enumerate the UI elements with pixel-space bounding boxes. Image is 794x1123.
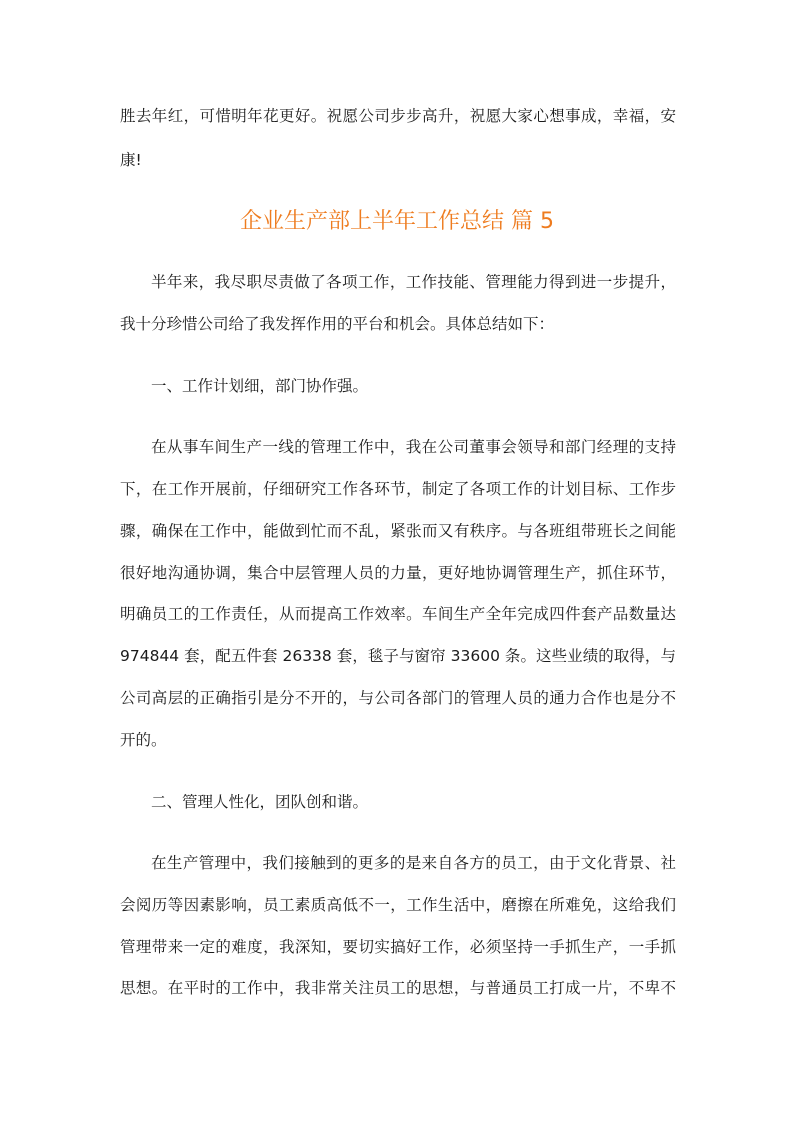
heading-1: 一、工作计划细，部门协作强。 [151, 377, 369, 395]
para2-line-4: 很好地沟通协调，集合中层管理人员的力量，更好地协调管理生产，抓住环节， [120, 564, 676, 582]
para3-line-1: 在生产管理中，我们接触到的更多的是来自各方的员工，由于文化背景、社 [151, 854, 676, 872]
para2-line-6: 974844 套，配五件套 26338 套，毯子与窗帘 33600 条。这些业绩的取得，与 [120, 647, 676, 665]
para1-line-1: 半年来，我尽职尽责做了各项工作，工作技能、管理能力得到进一步提升， [151, 273, 676, 291]
para3-line-4: 思想。在平时的工作中，我非常关注员工的思想，与普通员工打成一片，不卑不 [120, 979, 676, 997]
para2-line-5: 明确员工的工作责任，从而提高工作效率。车间生产全年完成四件套产品数量达 [120, 605, 676, 623]
para2-line-2: 下，在工作开展前，仔细研究工作各环节，制定了各项工作的计划目标、工作步 [120, 480, 676, 498]
intro-line-2: 康! [120, 151, 142, 169]
para2-line-8: 开的。 [120, 731, 167, 749]
para1-line-2: 我十分珍惜公司给了我发挥作用的平台和机会。具体总结如下： [120, 315, 555, 333]
para3-line-3: 管理带来一定的难度，我深知，要切实搞好工作，必须坚持一手抓生产，一手抓 [120, 938, 676, 956]
para2-line-1: 在从事车间生产一线的管理工作中，我在公司董事会领导和部门经理的支持 [151, 438, 676, 456]
intro-line-1: 胜去年红，可惜明年花更好。祝愿公司步步高升，祝愿大家心想事成，幸福，安 [120, 107, 676, 125]
heading-2: 二、管理人性化，团队创和谐。 [151, 793, 369, 811]
section-title: 企业生产部上半年工作总结 篇 5 [240, 209, 554, 234]
para2-line-7: 公司高层的正确指引是分不开的，与公司各部门的管理人员的通力合作也是分不 [120, 689, 676, 707]
para3-line-2: 会阅历等因素影响，员工素质高低不一，工作生活中，磨擦在所难免，这给我们 [120, 896, 676, 914]
para2-line-3: 骤，确保在工作中，能做到忙而不乱，紧张而又有秩序。与各班组带班长之间能 [120, 522, 676, 540]
